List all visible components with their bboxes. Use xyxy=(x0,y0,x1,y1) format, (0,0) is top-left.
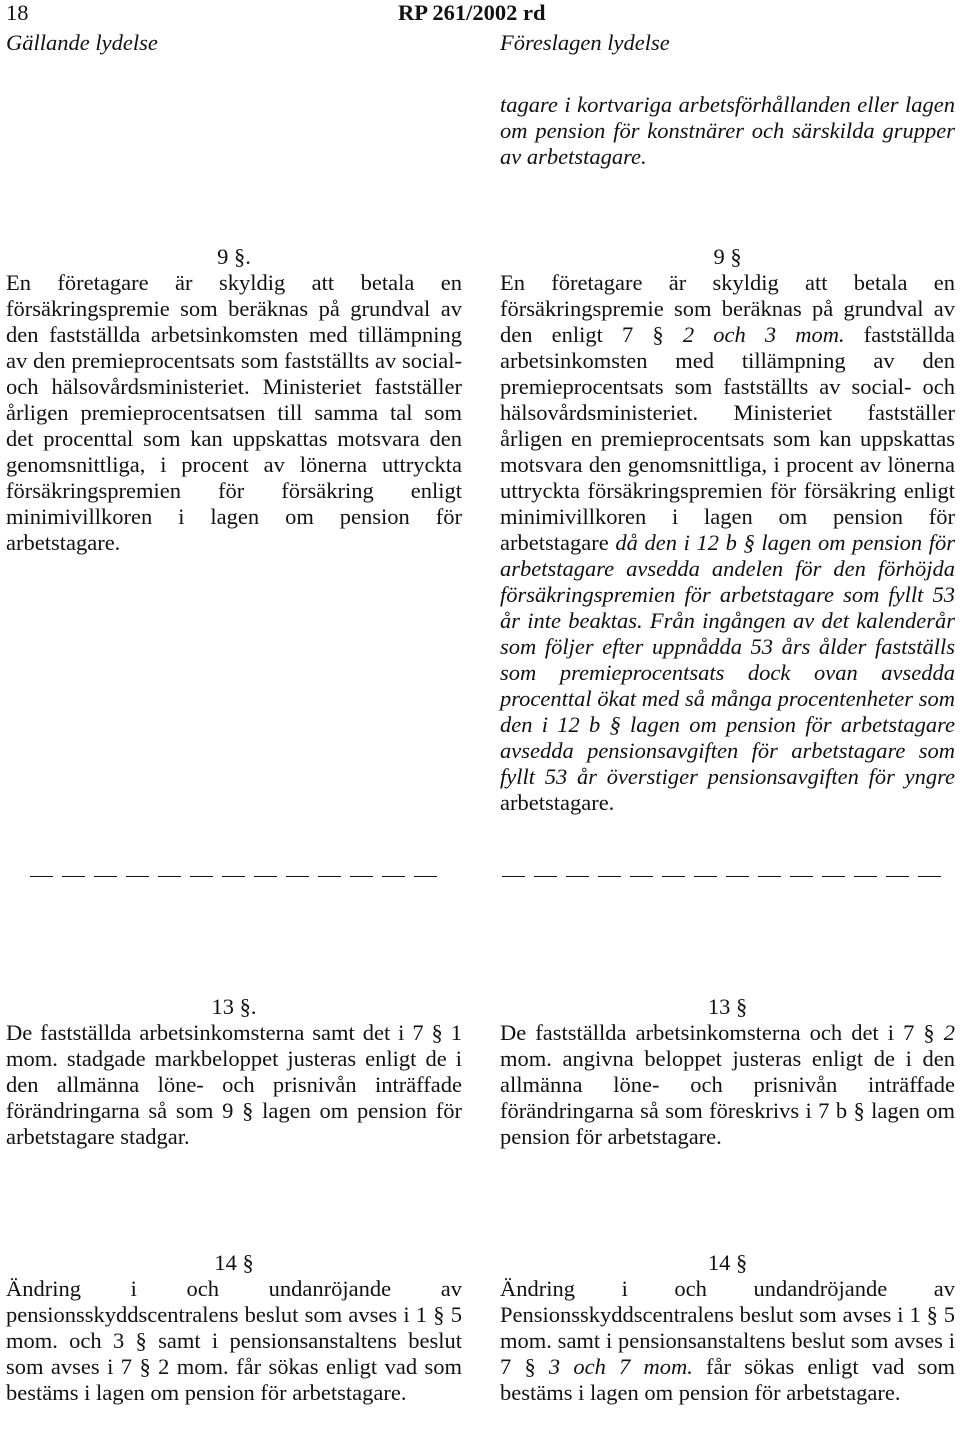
section-14-text-current: Ändring i och undanröjande av pensionsskyddscentralens beslut som avses i 1 § 5 mom. och 3 § samt i pensionsanstaltens beslut som avses i 7 § 2 mom. får sökas enligt vad som bestäms i lagen om pension för arbetstagare. xyxy=(6,1276,462,1405)
section-9-text-current: En företagare är skyldig att betala en försäkringspremie som beräknas på grundval av den fastställda arbetsinkomsten med tillämpning av den premieprocentsats som fastställts av social- och hälsovårdsministeriet. Ministeriet fastställer årligen premieprocentsatsen till samma tal som det procenttal som kan uppskattas motsvara den genomsnittliga, i procent av lönerna uttryckta försäkringspremien för försäkring enligt minimivillkoren i lagen om pension för arbetstagare. xyxy=(6,270,462,555)
section-14-title-proposed: 14 § xyxy=(707,1250,748,1275)
section-14-title-current: 14 § xyxy=(214,1250,254,1275)
section-9-text-proposed: En företagare är skyldig att betala en försäkringspremie som beräknas på grundval av den enligt 7 § 2 och 3 mom. fastställda arbetsinkomsten med tillämpning av den premieprocentsats som fastställts av social- och hälsovårdsministeriet. Ministeriet fastställer årligen en premieprocentsats som kan uppskattas motsvara den genomsnittliga, i procent av lönerna uttryckta försäkringspremien för försäkring enligt minimivillkoren i lagen om pension för arbetstagare då den i 12 b § lagen om pension för arbetstagare avsedda andelen för den förhöjda försäkringspremien för arbetstagare som fyllt 53 år inte beaktas. Från ingången av det kalenderår som följer efter uppnådda 53 års ålder fastställs som premieprocentsats dock ovan avsedda procenttal ökat med så många procentenheter som den i 12 b § lagen om pension för arbetstagare avsedda pensionsavgiften för arbetstagare som fyllt 53 år överstiger pensionsavgiften för yngre arbetstagare. xyxy=(500,270,956,815)
document-id: RP 261/2002 rd xyxy=(398,0,546,25)
section-13-title-proposed: 13 § xyxy=(707,994,748,1019)
section-13-text-current: De fastställda arbetsinkomsterna samt det i 7 § 1 mom. stadgade markbeloppet justeras enligt de i den allmänna löne- och prisnivån inträffade förändringarna så som 9 § lagen om pension för arbetstagare stadgar. xyxy=(6,1020,462,1149)
section-13-title-current: 13 §. xyxy=(211,994,257,1019)
separator-left xyxy=(30,876,437,877)
continued-paragraph: tagare i kortvariga arbetsförhållanden eller lagen om pension för konstnärer och särskilda grupper av arbetstagare. xyxy=(500,92,955,169)
section-9-title-current: 9 §. xyxy=(217,244,251,269)
page-number: 18 xyxy=(6,0,29,25)
left-column-heading: Gällande lydelse xyxy=(6,30,158,55)
right-column-heading: Föreslagen lydelse xyxy=(500,30,670,55)
separator-right xyxy=(502,876,941,877)
section-13-text-proposed: De fastställda arbetsinkomsterna och det i 7 § 2 mom. angivna beloppet justeras enligt de i den allmänna löne- och prisnivån inträffade förändringarna så som föreskrivs i 7 b § lagen om pension för arbetstagare. xyxy=(500,1020,955,1149)
section-14-text-proposed: Ändring i och undandröjande av Pensionsskyddscentralens beslut som avses i 1 § 5 mom. samt i pensionsanstaltens beslut som avses i 7 § 3 och 7 mom. får sökas enligt vad som bestäms i lagen om pension för arbetstagare. xyxy=(500,1276,956,1405)
section-9-title-proposed: 9 § xyxy=(713,244,742,269)
